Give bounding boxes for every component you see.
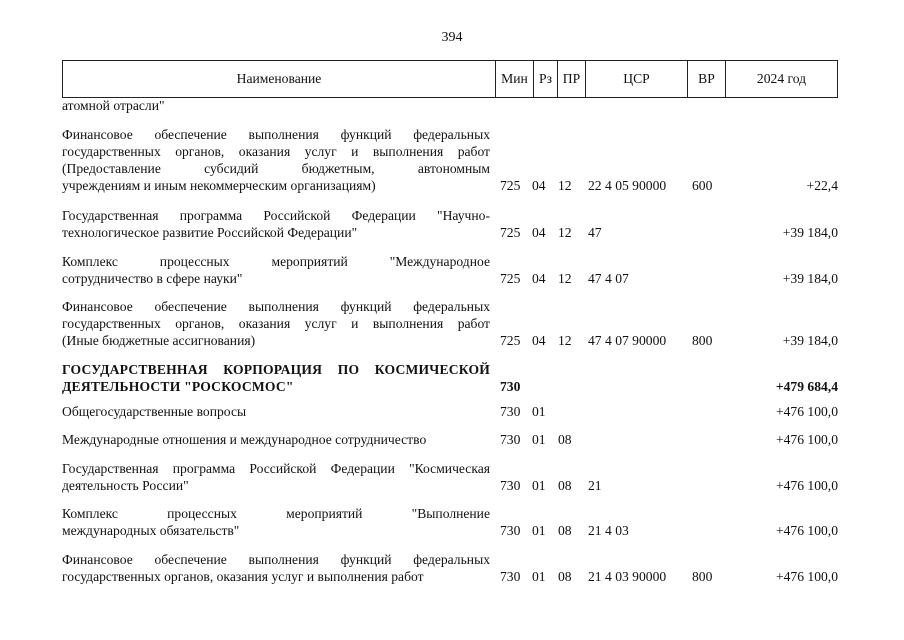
row-name: Финансовое обеспечение выполнения функций федеральных государственных органов, оказания услуг и выполнения работ: [62, 552, 490, 584]
cell-min: 725: [500, 225, 521, 240]
header-vr: ВР: [687, 61, 725, 97]
table-row: [0, 298, 904, 349]
cell-rz: 04: [532, 178, 546, 193]
cell-value: +39 184,0: [782, 225, 838, 240]
table-row: [0, 403, 904, 420]
cell-value: +476 100,0: [775, 478, 838, 493]
row-name: Комплекс процессных мероприятий "Международное сотрудничество в сфере науки": [62, 254, 490, 286]
cell-value: +476 100,0: [775, 404, 838, 419]
cell-rz: 01: [532, 523, 546, 538]
cell-csr: 47 4 07 90000: [588, 333, 667, 348]
cell-value: +22,4: [806, 178, 838, 193]
cell-rz: 01: [532, 432, 546, 447]
row-name: Государственная программа Российской Федерации "Научно- технологическое развитие Российской Федерации": [62, 208, 490, 240]
cell-min: 725: [500, 333, 521, 348]
header-min: Мин: [495, 61, 533, 97]
table-row: [0, 431, 904, 448]
cell-csr: 47 4 07: [588, 271, 629, 286]
row-name: Финансовое обеспечение выполнения функций федеральных государственных органов, оказания услуг и выполнения работ (Иные бюджетные ассигнования): [62, 299, 490, 348]
cell-pr: 08: [558, 432, 572, 447]
cell-pr: 12: [558, 178, 572, 193]
cell-pr: 08: [558, 523, 572, 538]
cell-value: +39 184,0: [782, 271, 838, 286]
cell-min: 730: [500, 379, 521, 394]
cell-value: +476 100,0: [775, 569, 838, 584]
table-header: [62, 60, 838, 98]
row-name: Комплекс процессных мероприятий "Выполнение международных обязательств": [62, 506, 490, 538]
table-row: [0, 505, 904, 539]
cell-min: 730: [500, 478, 521, 493]
cell-pr: 08: [558, 569, 572, 584]
row-name: Международные отношения и международное сотрудничество: [62, 432, 427, 447]
cell-min: 730: [500, 569, 521, 584]
cell-rz: 04: [532, 333, 546, 348]
cell-rz: 01: [532, 478, 546, 493]
cell-pr: 12: [558, 333, 572, 348]
cell-csr: 47: [588, 225, 602, 240]
cell-value: +476 100,0: [775, 432, 838, 447]
table-row: [0, 460, 904, 494]
cell-csr: 22 4 05 90000: [588, 178, 667, 193]
cell-min: 725: [500, 271, 521, 286]
page-number: 394: [441, 30, 463, 45]
cell-pr: 12: [558, 271, 572, 286]
header-pr: ПР: [557, 61, 585, 97]
cell-vr: 600: [692, 178, 713, 193]
cell-min: 730: [500, 404, 521, 419]
row-name: Общегосударственные вопросы: [62, 404, 247, 419]
cell-vr: 800: [692, 333, 713, 348]
header-name: Наименование: [236, 71, 322, 86]
row-name: Государственная программа Российской Федерации "Космическая деятельность России": [62, 461, 490, 493]
table-row: [0, 551, 904, 585]
table-row: [0, 126, 904, 194]
cell-rz: 01: [532, 569, 546, 584]
cell-rz: 04: [532, 271, 546, 286]
table-row: [0, 207, 904, 241]
cell-pr: 12: [558, 225, 572, 240]
row-name: Финансовое обеспечение выполнения функций федеральных государственных органов, оказания услуг и выполнения работ (Предоставление субсидий бюджетным, автономным учреждениям и иным некоммерческим организациям): [62, 127, 490, 193]
cell-rz: 04: [532, 225, 546, 240]
cell-csr: 21: [588, 478, 602, 493]
cell-value: +39 184,0: [782, 333, 838, 348]
header-rz: Рз: [533, 61, 557, 97]
continuation-row: [0, 97, 904, 114]
row-name: ГОСУДАРСТВЕННАЯ КОРПОРАЦИЯ ПО КОСМИЧЕСКОЙ ДЕЯТЕЛЬНОСТИ "РОСКОСМОС": [62, 362, 490, 394]
cell-rz: 01: [532, 404, 546, 419]
cell-min: 730: [500, 432, 521, 447]
table-row: [0, 361, 904, 395]
continuation-text: атомной отрасли": [62, 98, 165, 113]
header-year: 2024 год: [725, 61, 837, 97]
cell-min: 730: [500, 523, 521, 538]
table-row: [0, 253, 904, 287]
cell-vr: 800: [692, 569, 713, 584]
cell-value: +479 684,4: [775, 379, 838, 394]
cell-pr: 08: [558, 478, 572, 493]
cell-min: 725: [500, 178, 521, 193]
cell-csr: 21 4 03: [588, 523, 629, 538]
cell-value: +476 100,0: [775, 523, 838, 538]
header-csr: ЦСР: [585, 61, 687, 97]
cell-csr: 21 4 03 90000: [588, 569, 667, 584]
